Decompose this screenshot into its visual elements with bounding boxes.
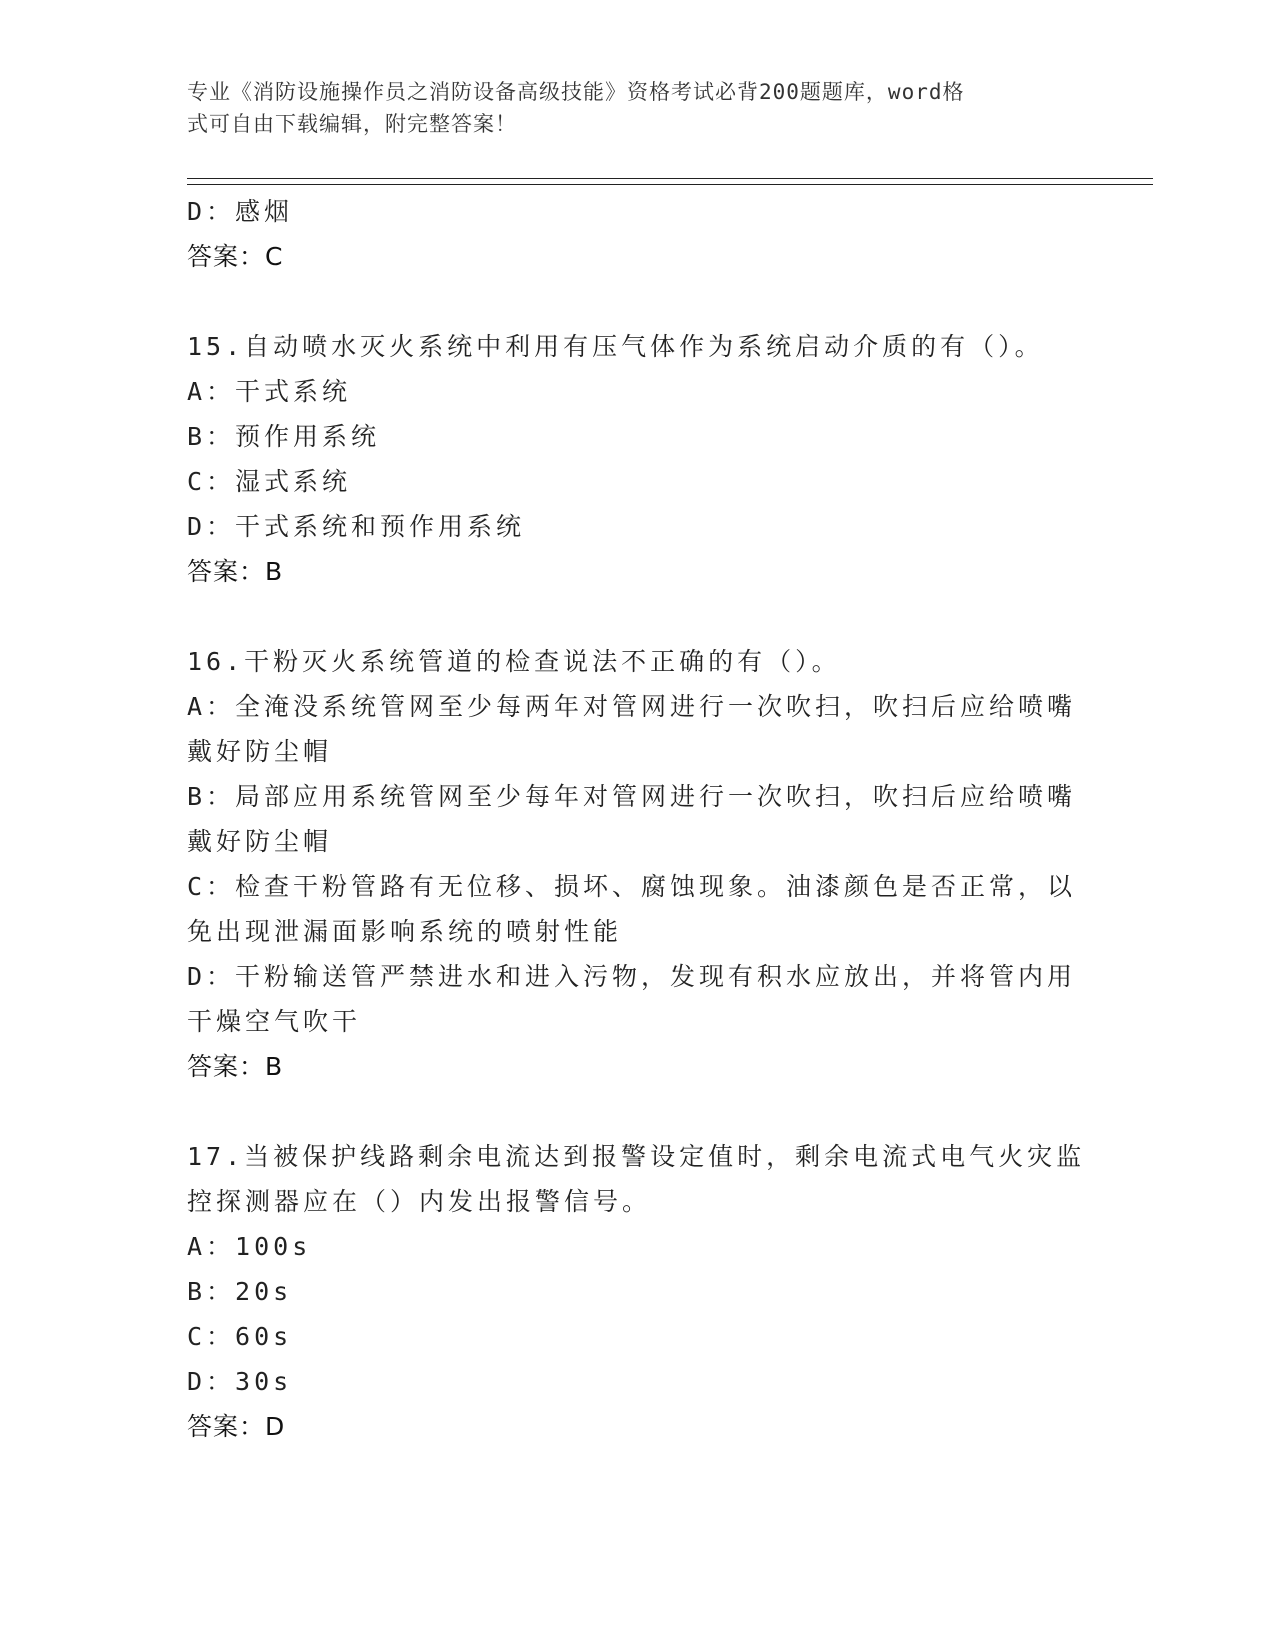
option-d: D：感烟	[187, 197, 294, 226]
header-line-1: 专业《消防设施操作员之消防设备高级技能》资格考试必背200题题库，word格	[187, 80, 965, 104]
document-header	[187, 76, 1067, 140]
option-c-line-1: C：检查干粉管路有无位移、损坏、腐蚀现象。油漆颜色是否正常，以	[187, 872, 1077, 901]
option-c: C：60s	[187, 1322, 293, 1351]
question-text-line-1: 17.当被保护线路剩余电流达到报警设定值时，剩余电流式电气火灾监	[187, 1142, 1086, 1171]
option-a-line-1: A：全淹没系统管网至少每两年对管网进行一次吹扫，吹扫后应给喷嘴	[187, 692, 1077, 721]
option-d: D：干式系统和预作用系统	[187, 512, 526, 541]
question-text-line-2: 控探测器应在（）内发出报警信号。	[187, 1187, 652, 1216]
question-15	[187, 324, 1087, 594]
option-d-line-1: D：干粉输送管严禁进水和进入污物，发现有积水应放出，并将管内用	[187, 962, 1077, 991]
option-b-line-1: B：局部应用系统管网至少每年对管网进行一次吹扫，吹扫后应给喷嘴	[187, 782, 1077, 811]
option-b: B：预作用系统	[187, 422, 381, 451]
option-c-line-2: 免出现泄漏面影响系统的喷射性能	[187, 917, 623, 946]
option-c: C：湿式系统	[187, 467, 352, 496]
spacer	[187, 1089, 1087, 1134]
spacer	[187, 594, 1087, 639]
header-divider-bottom	[187, 184, 1153, 185]
option-b-line-2: 戴好防尘帽	[187, 827, 333, 856]
document-body	[187, 189, 1087, 1449]
spacer	[187, 279, 1087, 324]
answer-line: 答案：B	[187, 1052, 284, 1081]
question-17	[187, 1134, 1087, 1449]
option-d-line-2: 干燥空气吹干	[187, 1007, 362, 1036]
option-a: A：干式系统	[187, 377, 352, 406]
answer-line: 答案：D	[187, 1412, 286, 1441]
header-line-2: 式可自由下载编辑，附完整答案！	[187, 112, 517, 136]
question-16	[187, 639, 1087, 1089]
question-text: 15.自动喷水灭火系统中利用有压气体作为系统启动介质的有（）。	[187, 332, 1044, 361]
option-d: D：30s	[187, 1367, 293, 1396]
header-divider-top	[187, 178, 1153, 179]
answer-line: 答案：C	[187, 242, 284, 271]
option-a: A：100s	[187, 1232, 312, 1261]
previous-question-tail	[187, 189, 1087, 279]
option-a-line-2: 戴好防尘帽	[187, 737, 333, 766]
answer-line: 答案：B	[187, 557, 284, 586]
question-text: 16.干粉灭火系统管道的检查说法不正确的有（）。	[187, 647, 841, 676]
option-b: B：20s	[187, 1277, 293, 1306]
